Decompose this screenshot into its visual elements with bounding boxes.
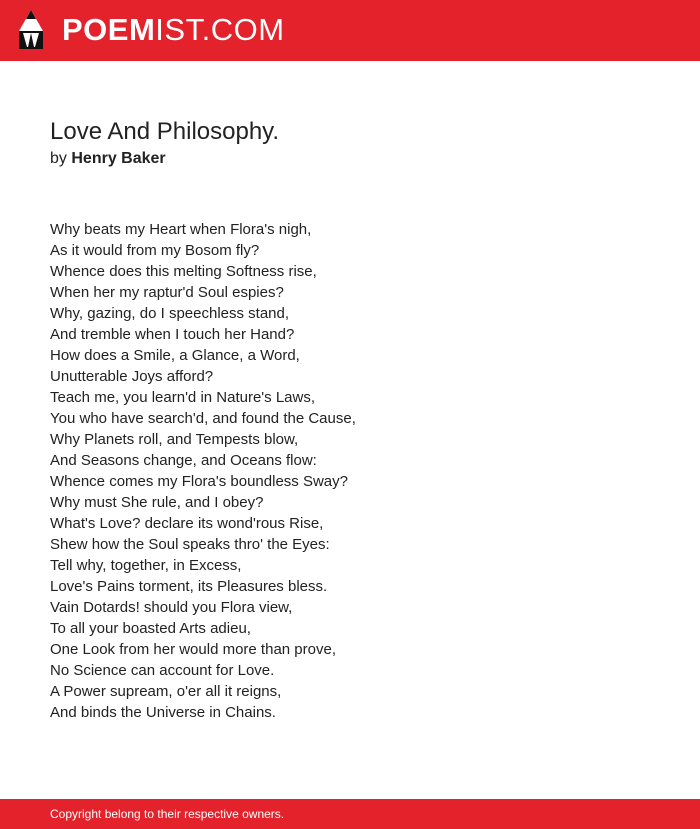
copyright-text: Copyright belong to their respective owners. <box>50 807 285 821</box>
poem-line: And tremble when I touch her Hand? <box>50 326 295 343</box>
logo-light-text: IST.COM <box>155 12 285 47</box>
poem-line: Shew how the Soul speaks thro' the Eyes: <box>50 536 330 553</box>
poem-line: Tell why, together, in Excess, <box>50 557 242 574</box>
poem-title: Love And Philosophy. <box>50 118 280 145</box>
poem-line: Vain Dotards! should you Flora view, <box>50 599 293 616</box>
poem-line: Unutterable Joys afford? <box>50 368 214 385</box>
poem-body <box>50 219 650 723</box>
byline <box>50 149 166 169</box>
poem-line: Whence comes my Flora's boundless Sway? <box>50 473 348 490</box>
poem-line: And binds the Universe in Chains. <box>50 704 276 721</box>
poem-line: Why, gazing, do I speechless stand, <box>50 305 290 322</box>
poem-line: How does a Smile, a Glance, a Word, <box>50 347 300 364</box>
site-header <box>0 0 700 61</box>
poem-line: To all your boasted Arts adieu, <box>50 620 251 637</box>
poem-line: Teach me, you learn'd in Nature's Laws, <box>50 389 316 406</box>
poem-line: You who have search'd, and found the Cause, <box>50 410 356 427</box>
poem-line: Why Planets roll, and Tempests blow, <box>50 431 299 448</box>
pencil-tip-icon[interactable] <box>17 9 45 51</box>
poem-line: What's Love? declare its wond'rous Rise, <box>50 515 324 532</box>
poem-line: One Look from her would more than prove, <box>50 641 336 658</box>
by-label: by <box>50 150 67 167</box>
poem-line: Whence does this melting Softness rise, <box>50 263 317 280</box>
poem-line: As it would from my Bosom fly? <box>50 242 260 259</box>
logo-bold-text: POEM <box>62 12 156 47</box>
author-name: Henry Baker <box>71 150 166 167</box>
site-footer <box>0 799 700 829</box>
site-logo[interactable] <box>62 12 285 48</box>
poem-line: Why must She rule, and I obey? <box>50 494 264 511</box>
poem-line: A Power supream, o'er all it reigns, <box>50 683 282 700</box>
poem-line: Why beats my Heart when Flora's nigh, <box>50 221 312 238</box>
poem-line: When her my raptur'd Soul espies? <box>50 284 284 301</box>
poem-line: Love's Pains torment, its Pleasures bless. <box>50 578 328 595</box>
poem-line: No Science can account for Love. <box>50 662 275 679</box>
poem-line: And Seasons change, and Oceans flow: <box>50 452 317 469</box>
